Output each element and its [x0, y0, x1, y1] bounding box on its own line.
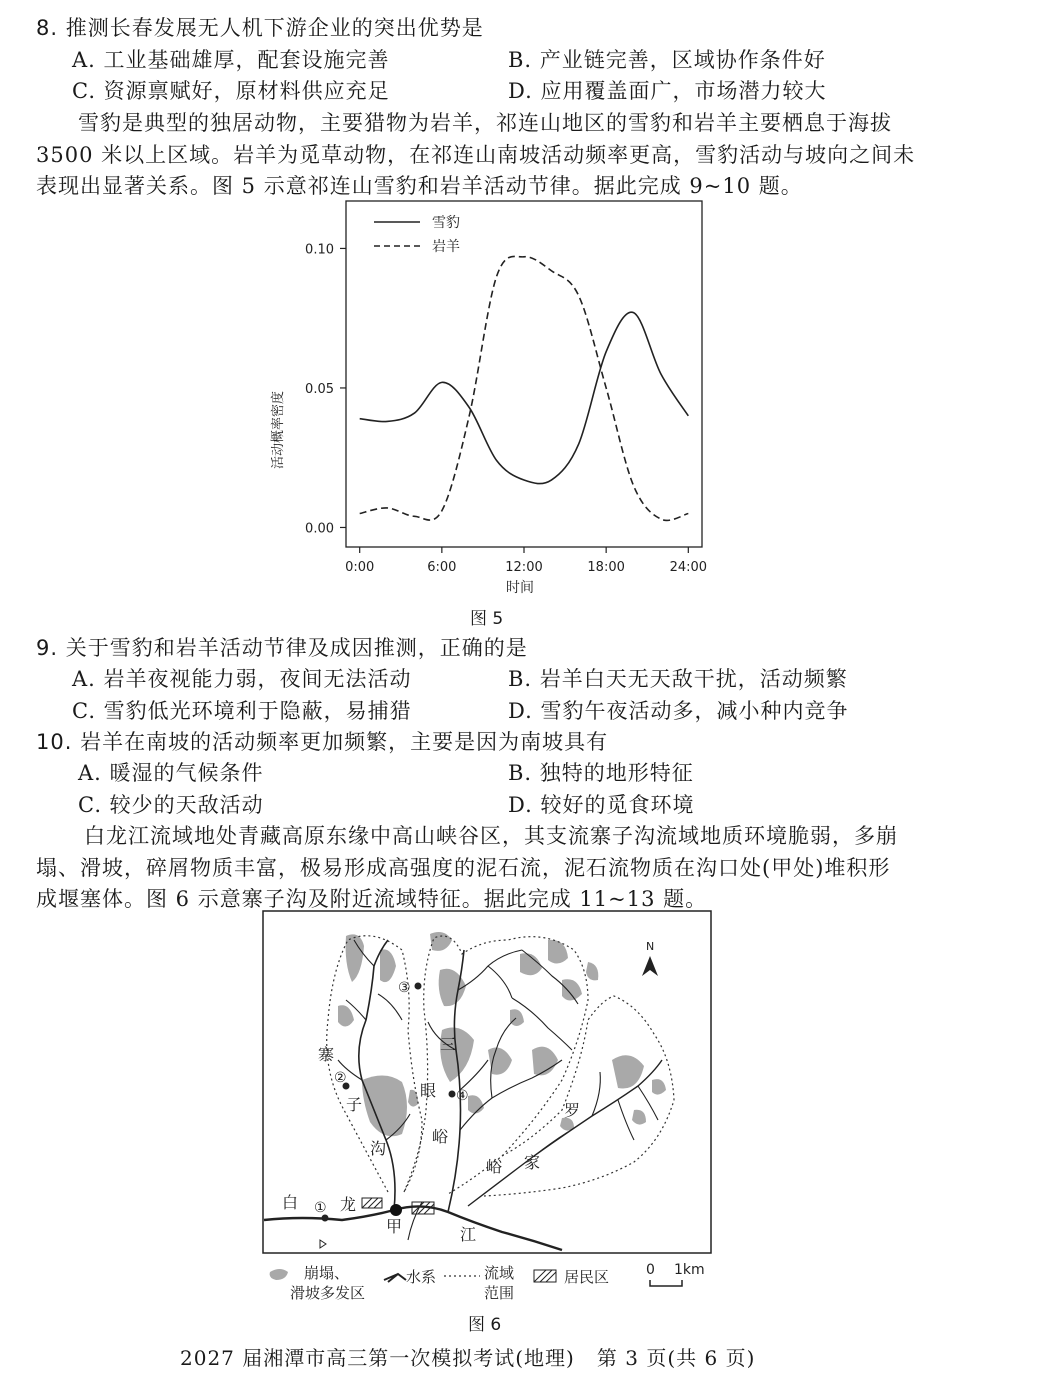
passage2-line3: 成堰塞体。图 6 示意寨子沟及附近流域特征。据此完成 11~13 题。 [36, 887, 708, 911]
point-1-label: ① [314, 1200, 327, 1216]
chart-xlabel: 时间 [506, 580, 534, 596]
y-tick-label: 0.05 [305, 381, 334, 397]
point-jia-marker [390, 1204, 402, 1216]
label-gou: 沟 [370, 1139, 387, 1158]
activity-chart [262, 200, 722, 600]
label-zhai: 寨 [318, 1045, 335, 1064]
passage1-line1: 雪豹是典型的独居动物，主要猎物为岩羊，祁连山地区的雪豹和岩羊主要栖息于海拔 [78, 111, 892, 135]
legend-basin-text-2: 范围 [484, 1284, 515, 1302]
q8-stem: 8. 推测长春发展无人机下游企业的突出优势是 [36, 16, 484, 40]
fig5-caption: 图 5 [470, 609, 504, 629]
x-tick-label: 24:00 [669, 560, 708, 575]
y-tick-label: 0.00 [305, 521, 334, 537]
q10-stem: 10. 岩羊在南坡的活动频率更加频繁，主要是因为南坡具有 [36, 730, 609, 754]
q9-option-d: D. 雪豹午夜活动多，减小种内竞争 [508, 699, 849, 723]
scale-zero: 0 [646, 1262, 655, 1278]
q10-option-c: C. 较少的天敌活动 [78, 793, 264, 817]
watershed-map [262, 910, 714, 1260]
q8-option-b: B. 产业链完善，区域协作条件好 [508, 48, 826, 72]
label-bai: 白 [282, 1193, 299, 1212]
q8-option-a: A. 工业基础雄厚，配套设施完善 [72, 48, 390, 72]
point-4-label: ④ [456, 1088, 469, 1104]
q9-option-b: B. 岩羊白天无天敌干扰，活动频繁 [508, 667, 848, 691]
q8-option-c: C. 资源禀赋好，原材料供应充足 [72, 79, 390, 103]
point-3-label: ③ [398, 980, 411, 996]
chart-ylabel: 活动概率密度 [271, 390, 286, 470]
x-tick-label: 6:00 [427, 560, 457, 575]
label-long: 龙 [340, 1195, 357, 1214]
x-tick-label: 0:00 [345, 560, 375, 575]
label-jia-home: 家 [524, 1153, 541, 1172]
legend-basin-text-1: 流域 [484, 1264, 515, 1282]
q9-option-a: A. 岩羊夜视能力弱，夜间无法活动 [72, 667, 412, 691]
label-zi: 子 [346, 1095, 363, 1114]
passage2-line1: 白龙江流域地处青藏高原东缘中高山峡谷区，其支流寨子沟流域地质环境脆弱，多崩 [84, 824, 898, 848]
passage1-line2: 3500 米以上区域。岩羊为觅草动物，在祁连山南坡活动频率更高，雪豹活动与坡向之间未 [36, 143, 916, 167]
point-4-marker [449, 1091, 456, 1098]
x-tick-label: 12:00 [505, 560, 543, 575]
fig6-caption: 图 6 [468, 1315, 502, 1335]
legend-water-icon [384, 1274, 406, 1282]
point-2-label: ② [334, 1070, 347, 1086]
legend-landslide-text-1: 崩塌、 [304, 1264, 350, 1282]
legend-residential-swatch [534, 1270, 556, 1282]
label-yu2: 峪 [486, 1157, 503, 1176]
y-tick-label: 0.10 [305, 242, 334, 258]
legend-blue-sheep: 岩羊 [432, 239, 460, 255]
q10-option-d: D. 较好的觅食环境 [508, 793, 695, 817]
label-yu1: 峪 [432, 1127, 449, 1146]
legend-landslide-text-2: 滑坡多发区 [290, 1284, 366, 1302]
map-frame [263, 911, 711, 1253]
q10-option-b: B. 独特的地形特征 [508, 761, 694, 785]
q9-option-c: C. 雪豹低光环境利于隐蔽，易捕猎 [72, 699, 412, 723]
passage1-line3: 表现出显著关系。图 5 示意祁连山雪豹和岩羊活动节律。据此完成 9~10 题。 [36, 174, 803, 198]
scale-bar [650, 1280, 682, 1286]
legend-water-text: 水系 [406, 1268, 437, 1286]
page-footer: 2027 届湘潭市高三第一次模拟考试(地理) 第 3 页(共 6 页) [180, 1346, 756, 1370]
x-tick-label: 18:00 [587, 560, 625, 575]
scale-label: 1km [674, 1262, 705, 1278]
legend-landslide-swatch [270, 1269, 288, 1280]
label-san: 三 [440, 1035, 457, 1054]
point-3-marker [415, 983, 422, 990]
q8-option-d: D. 应用覆盖面广，市场潜力较大 [508, 79, 827, 103]
label-yan: 眼 [420, 1081, 437, 1100]
label-luo: 罗 [564, 1101, 581, 1120]
svg-text:N: N [646, 940, 655, 953]
q10-option-a: A. 暖湿的气候条件 [78, 761, 264, 785]
label-jiang: 江 [460, 1225, 477, 1244]
passage2-line2: 塌、滑坡，碎屑物质丰富，极易形成高强度的泥石流，泥石流物质在沟口处(甲处)堆积形 [36, 856, 891, 880]
q9-stem: 9. 关于雪豹和岩羊活动节律及成因推测，正确的是 [36, 636, 528, 660]
map-legend [262, 1260, 714, 1306]
series-line-snow-leopard [360, 312, 689, 483]
label-jia: 甲 [386, 1217, 403, 1236]
chart-plot-frame [346, 201, 702, 547]
legend-residential-text: 居民区 [564, 1268, 610, 1286]
legend-snow-leopard: 雪豹 [432, 215, 460, 231]
